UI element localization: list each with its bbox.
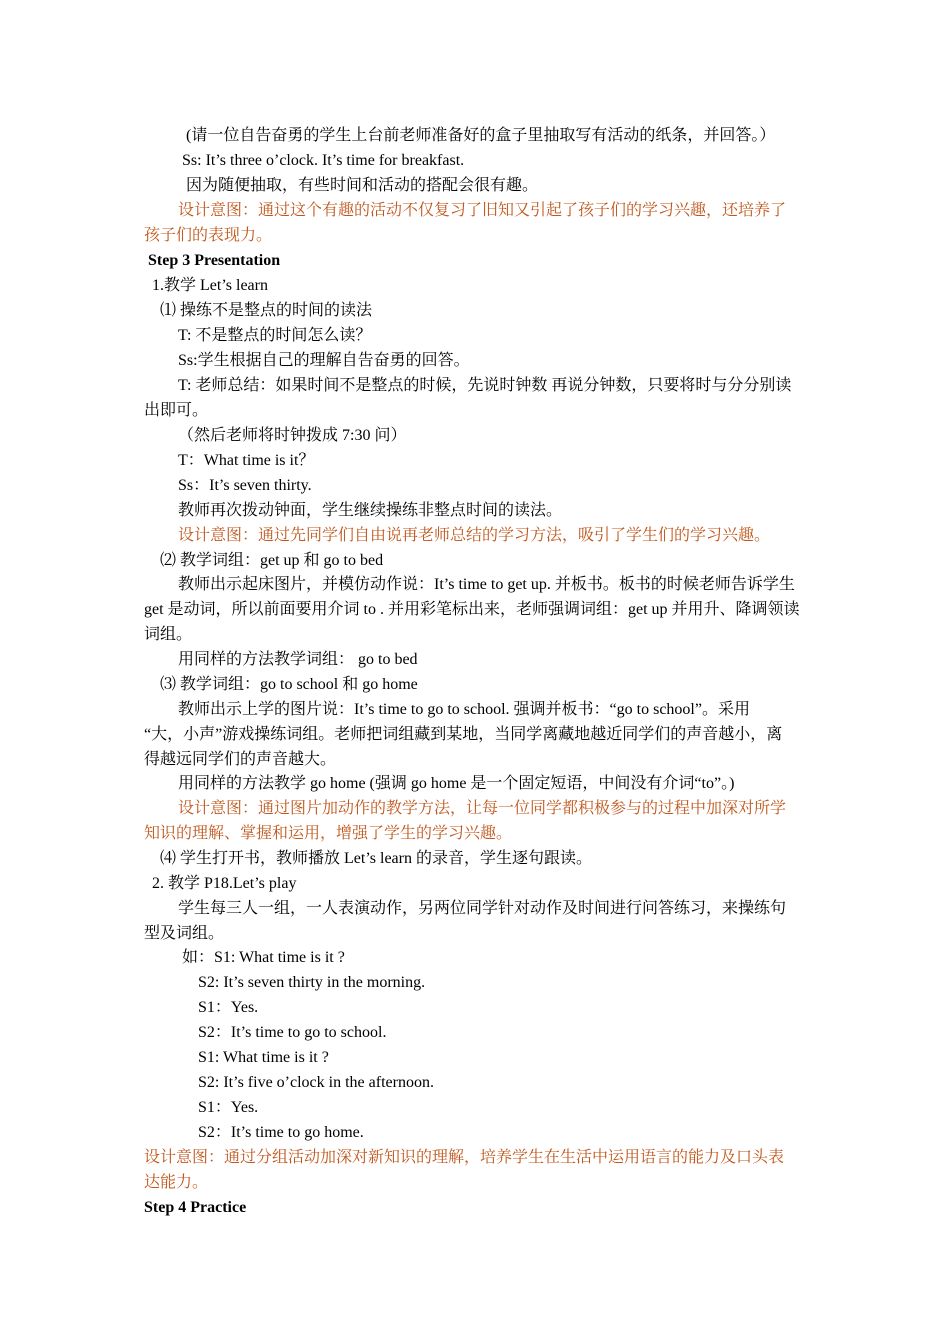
dialogue-line: S2: It’s five o’clock in the afternoon. (198, 1074, 434, 1091)
dialogue-line: S2：It’s time to go to school. (198, 1024, 387, 1041)
design-intent-text: 设计意图：通过分组活动加深对新知识的理解，培养学生在生活中运用语言的能力及口头表 (144, 1149, 785, 1166)
text-line: 2. 教学 P18.Let’s play (152, 875, 297, 892)
design-intent-text: 设计意图：通过图片加动作的教学方法，让每一位同学都积极参与的过程中加深对所学 (178, 800, 787, 817)
text-line: 因为随便抽取，有些时间和活动的搭配会很有趣。 (186, 177, 539, 194)
section-heading: Step 4 Practice (144, 1199, 247, 1216)
text-line: (请一位自告奋勇的学生上台前老师准备好的盒子里抽取写有活动的纸条，并回答。） (186, 127, 776, 144)
text-line: “大，小声”游戏操练词组。老师把词组藏到某地，当同学离藏地越近同学们的声音越小，离 (144, 726, 783, 743)
text-line: 用同样的方法教学 go home (强调 go home 是一个固定短语，中间没有介词“to”。) (178, 775, 735, 792)
section-heading: Step 3 Presentation (148, 252, 281, 269)
text-line: 用同样的方法教学词组： go to bed (178, 651, 418, 668)
text-line: Ss：It’s seven thirty. (178, 477, 312, 494)
dialogue-line: 如：S1: What time is it ? (182, 949, 345, 966)
text-line: 词组。 (144, 626, 193, 643)
text-line: 1.教学 Let’s learn (152, 277, 268, 294)
design-intent-text: 孩子们的表现力。 (144, 227, 273, 244)
text-line: ⑵ 教学词组：get up 和 go to bed (160, 552, 384, 569)
dialogue-line: S1: What time is it ? (198, 1049, 329, 1066)
text-line: ⑷ 学生打开书，教师播放 Let’s learn 的录音，学生逐句跟读。 (160, 850, 592, 867)
dialogue-line: S1：Yes. (198, 999, 259, 1016)
text-line: get 是动词，所以前面要用介词 to . 并用彩笔标出来，老师强调词组：get up 并用升、降调领读 (144, 601, 800, 618)
dialogue-line: S2：It’s time to go home. (198, 1124, 364, 1141)
text-line: 型及词组。 (144, 925, 225, 942)
dialogue-line: S2: It’s seven thirty in the morning. (198, 974, 426, 991)
text-line: （然后老师将时钟拨成 7:30 问） (178, 427, 407, 444)
text-line: 教师出示上学的图片说：It’s time to go to school. 强调并板书：“go to school”。采用 (178, 701, 750, 718)
text-line: 学生每三人一组，一人表演动作，另两位同学针对动作及时间进行问答练习，来操练句 (178, 900, 787, 917)
text-line: T：What time is it？ (178, 452, 315, 469)
design-intent-text: 设计意图：通过先同学们自由说再老师总结的学习方法，吸引了学生们的学习兴趣。 (178, 527, 771, 544)
design-intent-text: 知识的理解、掌握和运用，增强了学生的学习兴趣。 (144, 825, 513, 842)
text-line: ⑶ 教学词组：go to school 和 go home (160, 676, 418, 693)
text-line: Ss: It’s three o’clock. It’s time for breakfast. (182, 152, 465, 169)
text-line: 出即可。 (144, 402, 209, 419)
text-line: 教师出示起床图片，并模仿动作说：It’s time to get up. 并板书。板书的时候老师告诉学生 (178, 576, 795, 593)
dialogue-line: S1：Yes. (198, 1099, 259, 1116)
text-line: 教师再次拨动钟面，学生继续操练非整点时间的读法。 (178, 502, 563, 519)
text-line: 得越远同学们的声音越大。 (144, 751, 337, 768)
text-line: T: 老师总结：如果时间不是整点的时候，先说时钟数 再说分钟数，只要将时与分分别读 (178, 377, 792, 394)
design-intent-text: 设计意图：通过这个有趣的活动不仅复习了旧知又引起了孩子们的学习兴趣，还培养了 (178, 202, 787, 219)
text-line: ⑴ 操练不是整点的时间的读法 (160, 302, 373, 319)
design-intent-text: 达能力。 (144, 1174, 209, 1191)
text-line: T: 不是整点的时间怎么读？ (178, 327, 372, 344)
text-line: Ss:学生根据自己的理解自告奋勇的回答。 (178, 352, 470, 369)
